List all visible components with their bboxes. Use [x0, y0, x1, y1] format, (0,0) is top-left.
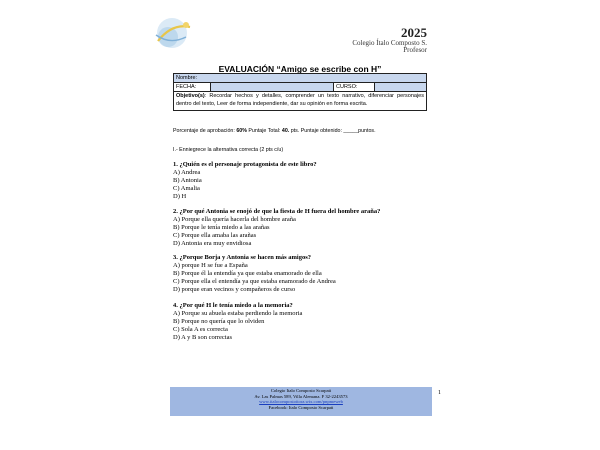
page-footer: [170, 387, 432, 416]
option[interactable]: B) Antonia: [173, 177, 202, 184]
option[interactable]: A) Porque ella quería hacerla del hombre araña: [173, 216, 296, 223]
header-school: Colegio Ítalo Composto S.: [352, 38, 427, 47]
option[interactable]: B) Porque no quería que lo olviden: [173, 318, 265, 325]
option[interactable]: A) Porque su abuela estaba perdiendo la memoria: [173, 310, 303, 317]
nombre-label: Nombre:: [176, 75, 198, 81]
scoring-line: [173, 128, 376, 134]
fecha-label: FECHA:: [174, 83, 211, 92]
instruction: I.- Enniegrece la alternativa correcta (2 pts c/u): [173, 147, 284, 153]
footer-facebook: Facebook: Italo Composto Scarpati: [268, 405, 334, 411]
question-title: 3. ¿Porque Borja y Antonia se hacen más amigos?: [173, 254, 312, 261]
footer-school: Colegio Italo Composto Scarpati: [270, 388, 332, 393]
header-year: 2025: [401, 25, 427, 40]
option[interactable]: C) Porque ella amaba las arañas: [173, 232, 257, 239]
option[interactable]: A) porque H se fue a España: [173, 262, 248, 269]
option[interactable]: A) Andrea: [173, 169, 201, 176]
objetivo-text: : Recordar hechos y detalles, comprender un texto narrativo, diferenciar personajes dentro del texto, Leer de forma independiente, dar su opinión en forma escrita.: [176, 93, 424, 107]
question-title: 2. ¿Por qué Antonia se enojó de que la fiesta de H fuera del hombre araña?: [173, 208, 381, 215]
option[interactable]: C) Amalia: [173, 185, 200, 192]
option[interactable]: D) porque eran vecinos y compañeros de curso: [173, 286, 296, 293]
objetivo-label: Objetivo(s): [176, 93, 205, 99]
page-title: EVALUACIÓN “Amigo se escribe con H”: [218, 64, 382, 74]
question-title: 1. ¿Quién es el personaje protagonista de este libro?: [173, 161, 317, 168]
fecha-field[interactable]: [211, 83, 334, 92]
total-value: 40.: [281, 128, 290, 134]
option[interactable]: C) Porque ella el entendía ya que estaba enamorado de Andrea: [173, 278, 336, 285]
question-3: [173, 254, 336, 294]
obtained-label: pts. Puntaje obtenido: _____puntos.: [289, 128, 376, 134]
header-block: [352, 26, 427, 54]
question-title: 4. ¿Por qué H le tenía miedo a la memoria?: [173, 302, 293, 309]
pct-label: Porcentaje de aprobación:: [173, 128, 237, 134]
objetivo-cell: [174, 92, 427, 111]
option[interactable]: C) Sola A es correcta: [173, 326, 228, 333]
option[interactable]: B) Porque él la entendía ya que estaba enamorado de ella: [173, 270, 322, 277]
question-2: [173, 208, 380, 248]
school-logo: [150, 15, 200, 53]
nombre-field[interactable]: [174, 74, 427, 83]
option[interactable]: B) Porque le tenía miedo a las arañas: [173, 224, 270, 231]
total-label: Puntaje Total:: [246, 128, 282, 134]
curso-field[interactable]: [375, 83, 427, 92]
footer-website-link[interactable]: www.italocompostoitora.wix.com/pnpmeweb: [259, 399, 343, 405]
pct-value: 60%: [236, 128, 247, 134]
question-4: [173, 302, 302, 342]
header-role: Profesor: [403, 45, 427, 54]
option[interactable]: D) A y B son correctas: [173, 334, 233, 341]
option[interactable]: D) H: [173, 193, 187, 200]
option[interactable]: D) Antonia era muy envidiosa: [173, 240, 252, 247]
footer-address: Av. Las Palmas 589, Villa Alemana. F 32-2243573: [254, 393, 348, 399]
student-info-table: [173, 73, 427, 111]
question-1: [173, 161, 317, 201]
page-number: 1: [438, 390, 441, 396]
curso-label: CURSO:: [334, 83, 375, 92]
